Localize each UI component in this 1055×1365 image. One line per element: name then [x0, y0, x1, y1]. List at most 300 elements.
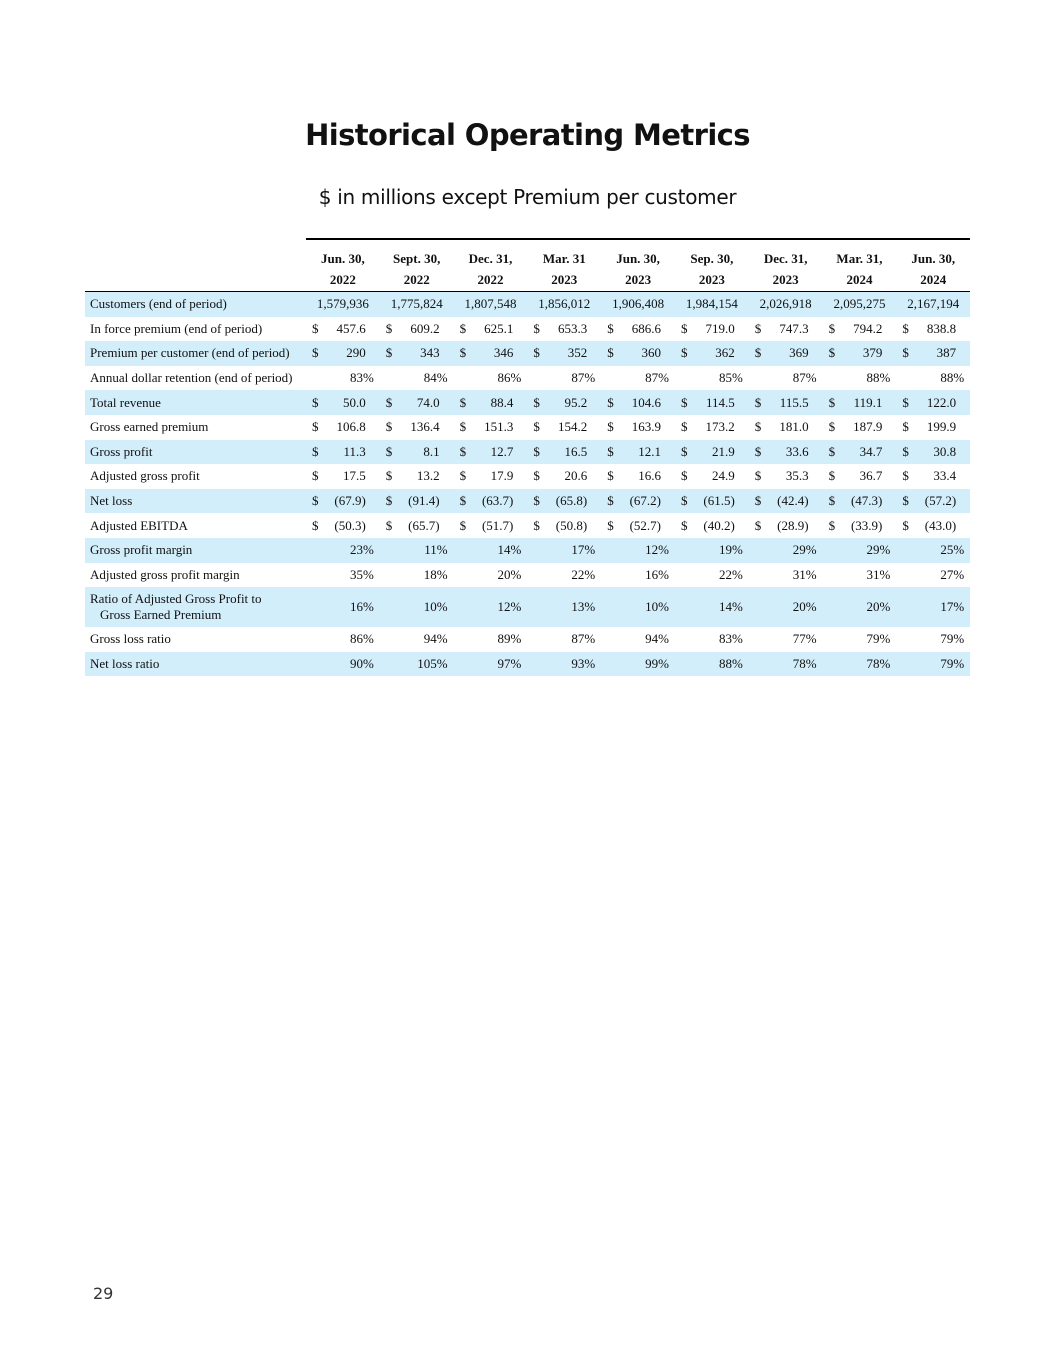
currency-sign: $	[385, 419, 393, 435]
row-label-line: Gross Earned Premium	[100, 607, 222, 623]
table-row	[85, 390, 970, 415]
table-cell: 93%	[527, 652, 601, 677]
row-label: Adjusted gross profit	[90, 468, 200, 484]
cell-value: 8.1	[423, 443, 440, 459]
column-header-period: Jun. 30,	[601, 239, 675, 269]
table-cell: 31%	[866, 566, 891, 582]
table-cell: 27%	[940, 566, 965, 582]
currency-sign: $	[607, 468, 614, 484]
currency-sign: $	[533, 493, 540, 509]
cell-value: 173.2	[705, 419, 735, 435]
table-cell	[380, 440, 454, 465]
table-cell: 83%	[718, 631, 743, 647]
column-header-period: Dec. 31,	[749, 239, 823, 269]
table-cell	[749, 390, 823, 415]
table-cell	[675, 341, 749, 366]
table-row	[85, 366, 970, 391]
table-cell	[380, 489, 454, 514]
currency-sign: $	[754, 345, 762, 361]
cell-value: (50.3)	[334, 517, 366, 533]
cell-value: 794.2	[853, 320, 883, 336]
table-cell	[601, 489, 675, 514]
currency-sign: $	[385, 394, 393, 410]
currency-sign: $	[607, 320, 614, 336]
currency-sign: $	[459, 394, 467, 410]
table-cell: 16%	[306, 587, 380, 627]
table-cell	[675, 464, 749, 489]
cell-value: 136.4	[410, 419, 440, 435]
table-cell	[306, 415, 380, 440]
cell-value: 187.9	[853, 419, 883, 435]
cell-value: 17.9	[490, 468, 514, 484]
table-cell	[896, 489, 970, 514]
currency-sign: $	[902, 517, 909, 533]
table-cell: 2,026,918	[749, 292, 823, 317]
table-cell: 86%	[497, 370, 522, 386]
table-cell: 20%	[497, 566, 522, 582]
currency-sign: $	[459, 320, 467, 336]
currency-sign: $	[607, 493, 614, 509]
currency-sign: $	[607, 345, 614, 361]
table-cell	[601, 390, 675, 415]
table-cell: 90%	[306, 652, 380, 677]
currency-sign: $	[902, 493, 909, 509]
currency-sign: $	[312, 468, 319, 484]
table-cell: 79%	[896, 652, 970, 677]
table-row	[85, 464, 970, 489]
currency-sign: $	[533, 419, 540, 435]
page-title: Historical Operating Metrics	[305, 118, 750, 152]
currency-sign: $	[680, 345, 688, 361]
cell-value: 199.9	[926, 419, 957, 435]
cell-value: 33.4	[933, 468, 957, 484]
table-cell	[306, 513, 380, 538]
currency-sign: $	[680, 394, 688, 410]
table-row	[85, 341, 970, 366]
cell-value: 50.0	[343, 394, 366, 410]
cell-value: (91.4)	[408, 493, 440, 509]
column-header-period: Dec. 31,	[454, 239, 528, 269]
table-cell	[527, 415, 601, 440]
row-label: Premium per customer (end of period)	[85, 341, 306, 366]
currency-sign: $	[828, 345, 836, 361]
row-label: Annual dollar retention (end of period)	[90, 370, 293, 386]
table-cell	[306, 390, 380, 415]
table-cell: 2,167,194	[896, 292, 970, 317]
row-label: In force premium (end of period)	[90, 320, 263, 336]
currency-sign: $	[902, 320, 909, 336]
page-number: 29	[93, 1284, 114, 1303]
table-cell: 20%	[823, 587, 897, 627]
column-header-year: 2024	[920, 272, 947, 287]
table-cell	[675, 513, 749, 538]
table-cell: 10%	[601, 587, 675, 627]
table-row	[85, 489, 970, 514]
currency-sign: $	[680, 320, 688, 336]
currency-sign: $	[680, 468, 688, 484]
table-cell	[823, 440, 897, 465]
currency-sign: $	[902, 394, 909, 410]
currency-sign: $	[385, 443, 393, 459]
column-header-period: Mar. 31	[527, 239, 601, 269]
currency-sign: $	[754, 468, 762, 484]
column-header-period: Mar. 31,	[823, 239, 897, 269]
table-cell: 87%	[571, 370, 596, 386]
cell-value: 360	[641, 345, 661, 361]
cell-value: 151.3	[484, 419, 514, 435]
table-cell	[454, 390, 528, 415]
header-blank	[85, 239, 306, 269]
table-row	[85, 513, 970, 538]
cell-value: (43.0)	[924, 517, 957, 533]
column-header-year: 2022	[477, 272, 504, 287]
table-cell: 18%	[423, 566, 448, 582]
cell-value: (33.9)	[850, 517, 883, 533]
table-cell	[823, 341, 897, 366]
cell-value: 747.3	[779, 320, 809, 336]
table-cell	[823, 489, 897, 514]
currency-sign: $	[385, 517, 393, 533]
column-header-year: 2024	[846, 272, 873, 287]
table-cell	[454, 489, 528, 514]
cell-value: 625.1	[484, 320, 514, 336]
table-cell: 22%	[571, 566, 596, 582]
table-row	[85, 538, 970, 563]
column-header-period: Jun. 30,	[306, 239, 380, 269]
table-cell: 89%	[497, 631, 522, 647]
table-cell	[527, 390, 601, 415]
table-cell: 87%	[792, 370, 817, 386]
cell-value: (51.7)	[481, 517, 514, 533]
table-cell: 23%	[306, 538, 380, 563]
table-row	[85, 627, 970, 652]
currency-sign: $	[828, 517, 836, 533]
table-cell	[749, 464, 823, 489]
column-header-year: 2022	[329, 272, 356, 287]
currency-sign: $	[902, 419, 909, 435]
cell-value: (57.2)	[924, 493, 957, 509]
table-cell: 88%	[940, 370, 965, 386]
cell-value: 119.1	[853, 394, 883, 410]
currency-sign: $	[459, 517, 467, 533]
table-cell	[527, 513, 601, 538]
table-cell	[896, 341, 970, 366]
table-cell: 77%	[792, 631, 817, 647]
table-cell: 31%	[792, 566, 817, 582]
cell-value: (63.7)	[481, 493, 514, 509]
cell-value: 290	[346, 345, 366, 361]
table-cell: 97%	[454, 652, 528, 677]
table-cell	[380, 317, 454, 342]
currency-sign: $	[607, 394, 614, 410]
cell-value: 609.2	[410, 320, 440, 336]
column-header-year: 2023	[551, 272, 578, 287]
currency-sign: $	[459, 419, 467, 435]
table-cell: 17%	[527, 538, 601, 563]
cell-value: (28.9)	[777, 517, 809, 533]
currency-sign: $	[385, 468, 393, 484]
row-label: Customers (end of period)	[85, 292, 306, 317]
currency-sign: $	[533, 345, 540, 361]
currency-sign: $	[459, 345, 467, 361]
table-row	[85, 317, 970, 342]
cell-value: 163.9	[631, 419, 661, 435]
table-cell: 78%	[823, 652, 897, 677]
table-cell: 88%	[675, 652, 749, 677]
column-header-year: 2022	[403, 272, 430, 287]
currency-sign: $	[312, 443, 319, 459]
table-cell: 85%	[718, 370, 743, 386]
currency-sign: $	[754, 443, 762, 459]
currency-sign: $	[828, 394, 836, 410]
table-cell	[527, 317, 601, 342]
table-cell	[380, 390, 454, 415]
table-cell: 1,856,012	[527, 292, 601, 317]
table-cell	[454, 464, 528, 489]
table-cell	[749, 440, 823, 465]
cell-value: 11.3	[343, 443, 366, 459]
cell-value: 106.8	[336, 419, 366, 435]
row-label: Adjusted gross profit margin	[90, 566, 240, 582]
currency-sign: $	[459, 443, 467, 459]
column-header-year: 2023	[625, 272, 652, 287]
row-label: Total revenue	[85, 390, 306, 415]
table-cell	[896, 390, 970, 415]
row-label: Gross loss ratio	[90, 631, 171, 647]
cell-value: 154.2	[557, 419, 588, 435]
currency-sign: $	[607, 443, 614, 459]
table-cell	[454, 440, 528, 465]
currency-sign: $	[828, 320, 836, 336]
table-cell	[896, 317, 970, 342]
table-cell	[601, 317, 675, 342]
row-label: Gross earned premium	[90, 419, 209, 435]
table-cell: 88%	[866, 370, 891, 386]
table-cell	[380, 341, 454, 366]
table-cell: 14%	[675, 587, 749, 627]
currency-sign: $	[754, 394, 762, 410]
currency-sign: $	[533, 468, 540, 484]
cell-value: (47.3)	[850, 493, 883, 509]
currency-sign: $	[902, 443, 909, 459]
table-cell: 19%	[675, 538, 749, 563]
cell-value: 24.9	[712, 468, 735, 484]
table-cell	[454, 317, 528, 342]
currency-sign: $	[607, 517, 614, 533]
table-cell	[306, 489, 380, 514]
table-cell	[306, 317, 380, 342]
cell-value: (52.7)	[629, 517, 661, 533]
cell-value: 115.5	[779, 394, 809, 410]
header-row-year	[85, 269, 970, 292]
cell-value: 387	[936, 345, 957, 361]
cell-value: 369	[789, 345, 809, 361]
table-cell: 10%	[380, 587, 454, 627]
table-cell: 35%	[349, 566, 374, 582]
table-cell	[823, 317, 897, 342]
row-label: Net loss	[85, 489, 306, 514]
cell-value: 686.6	[631, 320, 661, 336]
table-cell: 20%	[749, 587, 823, 627]
cell-value: 104.6	[631, 394, 661, 410]
currency-sign: $	[754, 320, 762, 336]
row-label	[85, 587, 306, 627]
table-cell: 11%	[380, 538, 454, 563]
cell-value: 20.6	[564, 468, 588, 484]
cell-value: 21.9	[712, 443, 735, 459]
cell-value: 653.3	[557, 320, 588, 336]
table-cell	[749, 489, 823, 514]
cell-value: 30.8	[933, 443, 957, 459]
currency-sign: $	[533, 394, 540, 410]
table-cell: 16%	[645, 566, 669, 582]
table-cell	[896, 415, 970, 440]
table-cell	[454, 513, 528, 538]
currency-sign: $	[385, 493, 393, 509]
table-cell	[380, 513, 454, 538]
table-cell	[380, 464, 454, 489]
cell-value: 16.5	[564, 443, 588, 459]
column-header-period: Sept. 30,	[380, 239, 454, 269]
currency-sign: $	[754, 493, 762, 509]
table-row	[85, 415, 970, 440]
table-cell	[675, 415, 749, 440]
currency-sign: $	[902, 345, 909, 361]
table-row	[85, 587, 970, 627]
currency-sign: $	[533, 320, 540, 336]
currency-sign: $	[754, 419, 762, 435]
header-blank	[85, 269, 306, 292]
table-cell	[749, 317, 823, 342]
row-label-line: Ratio of Adjusted Gross Profit to	[90, 591, 262, 607]
currency-sign: $	[312, 419, 319, 435]
cell-value: 13.2	[416, 468, 440, 484]
cell-value: 352	[567, 345, 588, 361]
cell-value: (61.5)	[703, 493, 735, 509]
table-row	[85, 292, 970, 317]
cell-value: (42.4)	[777, 493, 809, 509]
table-cell: 29%	[749, 538, 823, 563]
cell-value: 122.0	[926, 394, 957, 410]
table-cell: 105%	[380, 652, 454, 677]
table-cell: 29%	[823, 538, 897, 563]
table-cell: 86%	[349, 631, 374, 647]
table-cell	[527, 489, 601, 514]
cell-value: (65.8)	[555, 493, 588, 509]
table-cell	[601, 415, 675, 440]
currency-sign: $	[312, 345, 319, 361]
table-cell: 1,579,936	[306, 292, 380, 317]
currency-sign: $	[312, 394, 319, 410]
table-cell: 22%	[718, 566, 743, 582]
table-cell	[601, 513, 675, 538]
cell-value: 35.3	[785, 468, 809, 484]
table-cell: 79%	[866, 631, 891, 647]
cell-value: 719.0	[705, 320, 735, 336]
currency-sign: $	[828, 493, 836, 509]
currency-sign: $	[312, 320, 319, 336]
table-cell	[823, 415, 897, 440]
table-cell: 1,807,548	[454, 292, 528, 317]
table-cell	[306, 464, 380, 489]
currency-sign: $	[902, 468, 909, 484]
table-cell	[601, 464, 675, 489]
table-cell: 1,906,408	[601, 292, 675, 317]
table-cell: 83%	[349, 370, 374, 386]
table-cell	[527, 440, 601, 465]
currency-sign: $	[607, 419, 614, 435]
currency-sign: $	[828, 443, 836, 459]
table-cell	[823, 390, 897, 415]
table-cell	[527, 341, 601, 366]
cell-value: 17.5	[343, 468, 366, 484]
cell-value: (67.2)	[629, 493, 661, 509]
cell-value: 114.5	[706, 394, 735, 410]
table-cell: 2,095,275	[823, 292, 897, 317]
table-cell	[601, 341, 675, 366]
cell-value: 36.7	[859, 468, 883, 484]
currency-sign: $	[459, 468, 467, 484]
table-cell: 12%	[601, 538, 675, 563]
cell-value: 33.6	[785, 443, 809, 459]
currency-sign: $	[533, 517, 540, 533]
table-cell: 14%	[454, 538, 528, 563]
table-cell: 17%	[896, 587, 970, 627]
table-row	[85, 652, 970, 677]
column-header-period: Jun. 30,	[896, 239, 970, 269]
cell-value: 12.1	[638, 443, 661, 459]
table-cell	[823, 513, 897, 538]
cell-value: 16.6	[638, 468, 661, 484]
currency-sign: $	[680, 419, 688, 435]
currency-sign: $	[312, 517, 319, 533]
table-cell: 84%	[423, 370, 448, 386]
cell-value: (50.8)	[555, 517, 588, 533]
currency-sign: $	[533, 443, 540, 459]
table-cell	[454, 415, 528, 440]
cell-value: 838.8	[926, 320, 957, 336]
table-cell: 78%	[749, 652, 823, 677]
table-cell	[527, 464, 601, 489]
currency-sign: $	[754, 517, 762, 533]
currency-sign: $	[680, 443, 688, 459]
table-cell	[823, 464, 897, 489]
table-cell	[675, 390, 749, 415]
row-label: Gross profit	[85, 440, 306, 465]
table-cell	[896, 513, 970, 538]
cell-value: 379	[862, 345, 883, 361]
table-cell: 1,984,154	[675, 292, 749, 317]
table-cell	[675, 440, 749, 465]
table-cell	[749, 415, 823, 440]
table-cell: 79%	[940, 631, 965, 647]
table-cell: 94%	[645, 631, 669, 647]
table-cell: 87%	[645, 370, 669, 386]
currency-sign: $	[828, 419, 836, 435]
table-cell	[675, 489, 749, 514]
cell-value: (67.9)	[334, 493, 366, 509]
row-label: Gross profit margin	[85, 538, 306, 563]
table-cell: 87%	[571, 631, 596, 647]
cell-value: 12.7	[490, 443, 514, 459]
page-subtitle: $ in millions except Premium per customer	[318, 185, 737, 209]
operating-metrics-table	[85, 238, 970, 676]
currency-sign: $	[385, 320, 393, 336]
cell-value: 457.6	[336, 320, 366, 336]
column-header-year: 2023	[772, 272, 799, 287]
column-header-year: 2023	[698, 272, 725, 287]
table-cell: 25%	[896, 538, 970, 563]
